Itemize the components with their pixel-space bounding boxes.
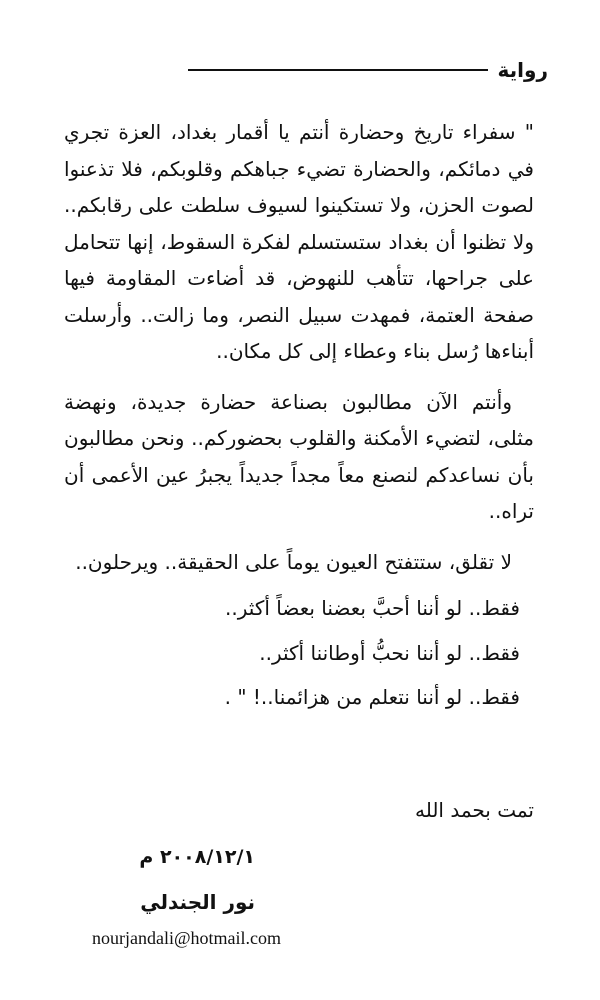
header-rule [188,69,488,71]
paragraph-5: فقط.. لو أننا نحبُّ أوطاننا أكثر.. [259,640,520,665]
section-label: رواية [497,58,548,82]
paragraph-4: فقط.. لو أننا أحبَّ بعضنا بعضاً أكثر.. [225,596,520,620]
ending-line: تمت بحمد الله [414,798,534,822]
paragraph-3: لا تقلق، ستتفتح العيون يوماً على الحقيقة.. ويرحلون.. [75,549,512,574]
page-header [188,58,548,82]
story-text [64,114,534,724]
signature-date: ٢٠٠٨/١٢/١ م [139,846,255,868]
author-email: nourjandali@hotmail.com [92,928,282,948]
paragraph-1: " سفراء تاريخ وحضارة أنتم يا أقمار بغداد، العزة تجري في دمائكم، والحضارة تضيء جباهكم وقلوبكم، فلا تذعنوا لصوت الحزن، ولا تستكينوا لسيوف سلطت على رقابكم.. ولا تظنوا أن بغداد ستستسلم لفكرة السقوط، إنها تتحامل على جراحها، تتأهب للنهوض، قد أضاءت المقاومة فيها صفحة العتمة، فمهدت سبيل النصر، وما زالت.. وأرسلت أبناءها رُسل بناء وعطاء إلى كل مكان.. [64,120,534,363]
paragraph-6: فقط.. لو أننا نتعلم من هزائمنا..! " . [224,685,520,709]
signature-author: نور الجندلي [140,890,255,914]
paragraph-2: وأنتم الآن مطالبون بصناعة حضارة جديدة، ونهضة مثلى، لتضيء الأمكنة والقلوب بحضوركم.. ونحن مطالبون بأن نساعدكم لنصنع معاً مجداً جديداً يجبرُ عين الأعمى أن تراه.. [64,389,534,523]
